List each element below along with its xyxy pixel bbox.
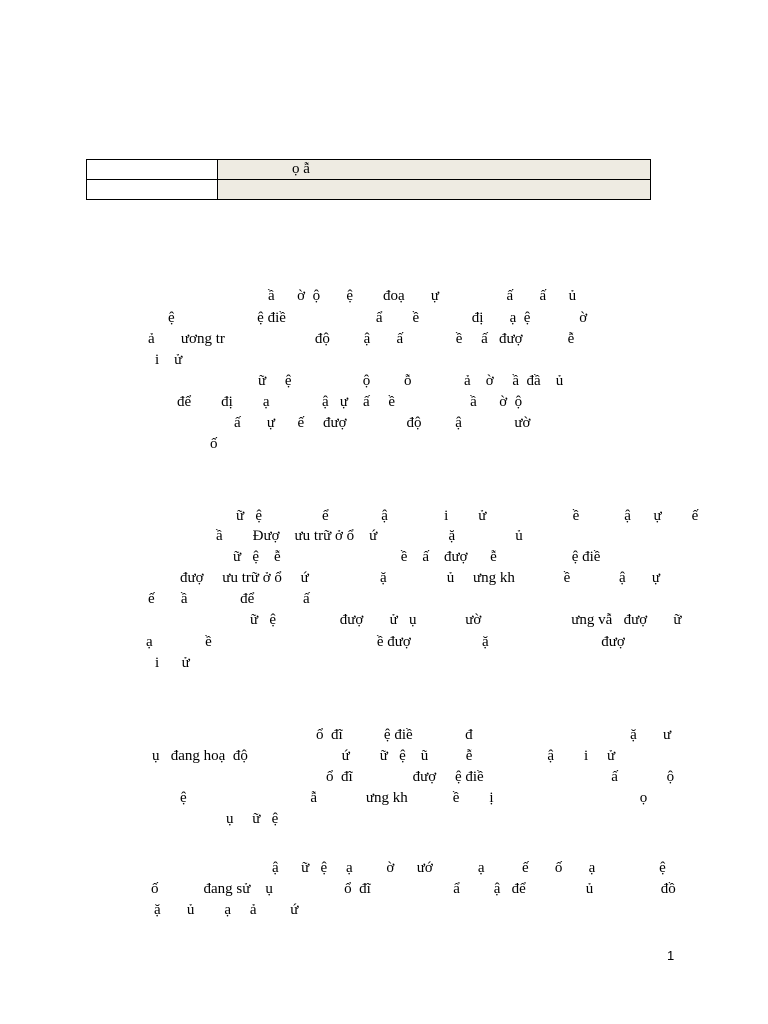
paragraph-4-line-2: ụ đang hoạ độ ứ ữ ệ ũ ễ ậ i ử — [152, 748, 616, 764]
table-row — [87, 160, 651, 180]
paragraph-5-line-2: ố đang sử ụ ổ đĩ ẩ ậ để ủ đồ — [151, 881, 676, 897]
paragraph-3-line-6: ữ ệ đượ ử ụ ườ ưng vẫ đượ ữ — [250, 612, 682, 628]
paragraph-3-line-7: ạ ề ề đượ ặ đượ — [146, 634, 625, 650]
table-label-cell — [87, 180, 218, 200]
paragraph-2-line-3: ấ ự ế đượ độ ậ ườ — [234, 415, 531, 431]
paragraph-3-line-2: ầ Đượ ưu trữ ở ổ ứ ặ ủ — [216, 528, 523, 544]
table-label-cell — [87, 160, 218, 180]
table-row — [87, 180, 651, 200]
paragraph-3-line-5: ế ầ để ấ — [148, 591, 310, 607]
paragraph-2-line-4: ố — [210, 436, 218, 452]
page-number: 1 — [667, 948, 675, 963]
paragraph-4-line-5: ụ ữ ệ — [226, 811, 279, 827]
paragraph-2-line-1: ữ ệ ộ ỗ ả ờ ầ đầ ủ — [258, 373, 564, 389]
paragraph-1-line-1: ầ ờ ộ ệ đoạ ự ấ ấ ủ — [268, 288, 577, 304]
paragraph-2-line-2: để đị ạ ậ ự ấ ề ầ ờ ộ — [177, 394, 523, 410]
paragraph-3-line-1: ữ ệ ể ậ i ử ề ậ ự ế — [236, 508, 699, 524]
paragraph-4-line-4: ệ ẫ ưng kh ề ị ọ — [180, 790, 648, 806]
paragraph-3-line-8: i ử — [155, 655, 190, 671]
paragraph-4-line-1: ổ đĩ ệ điề đ ặ ư — [316, 727, 672, 743]
paragraph-4-line-3: ổ đĩ đượ ệ điề ấ ộ — [326, 769, 675, 785]
paragraph-5-line-1: ậ ữ ệ ạ ờ ướ ạ ế ố ạ ệ — [272, 860, 666, 876]
table-value-cell — [218, 180, 651, 200]
paragraph-3-line-4: đượ ưu trữ ở ổ ứ ặ ủ ưng kh ề ậ ự — [180, 570, 661, 586]
paragraph-1-line-2: ệ ệ điề ẩ ề đị ạ ệ ờ — [168, 310, 588, 326]
paragraph-1-line-3: ả ương tr độ ậ ấ ề ấ đượ ễ — [148, 331, 575, 347]
table-title-text: ọ ẫ — [292, 161, 310, 177]
table-value-cell — [218, 160, 651, 180]
info-table — [86, 159, 651, 200]
paragraph-1-line-4: i ử — [155, 352, 183, 368]
paragraph-3-line-3: ữ ệ ễ ề ấ đượ ễ ệ điề — [233, 549, 601, 565]
paragraph-5-line-3: ặ ủ ạ ả ứ — [154, 902, 299, 918]
